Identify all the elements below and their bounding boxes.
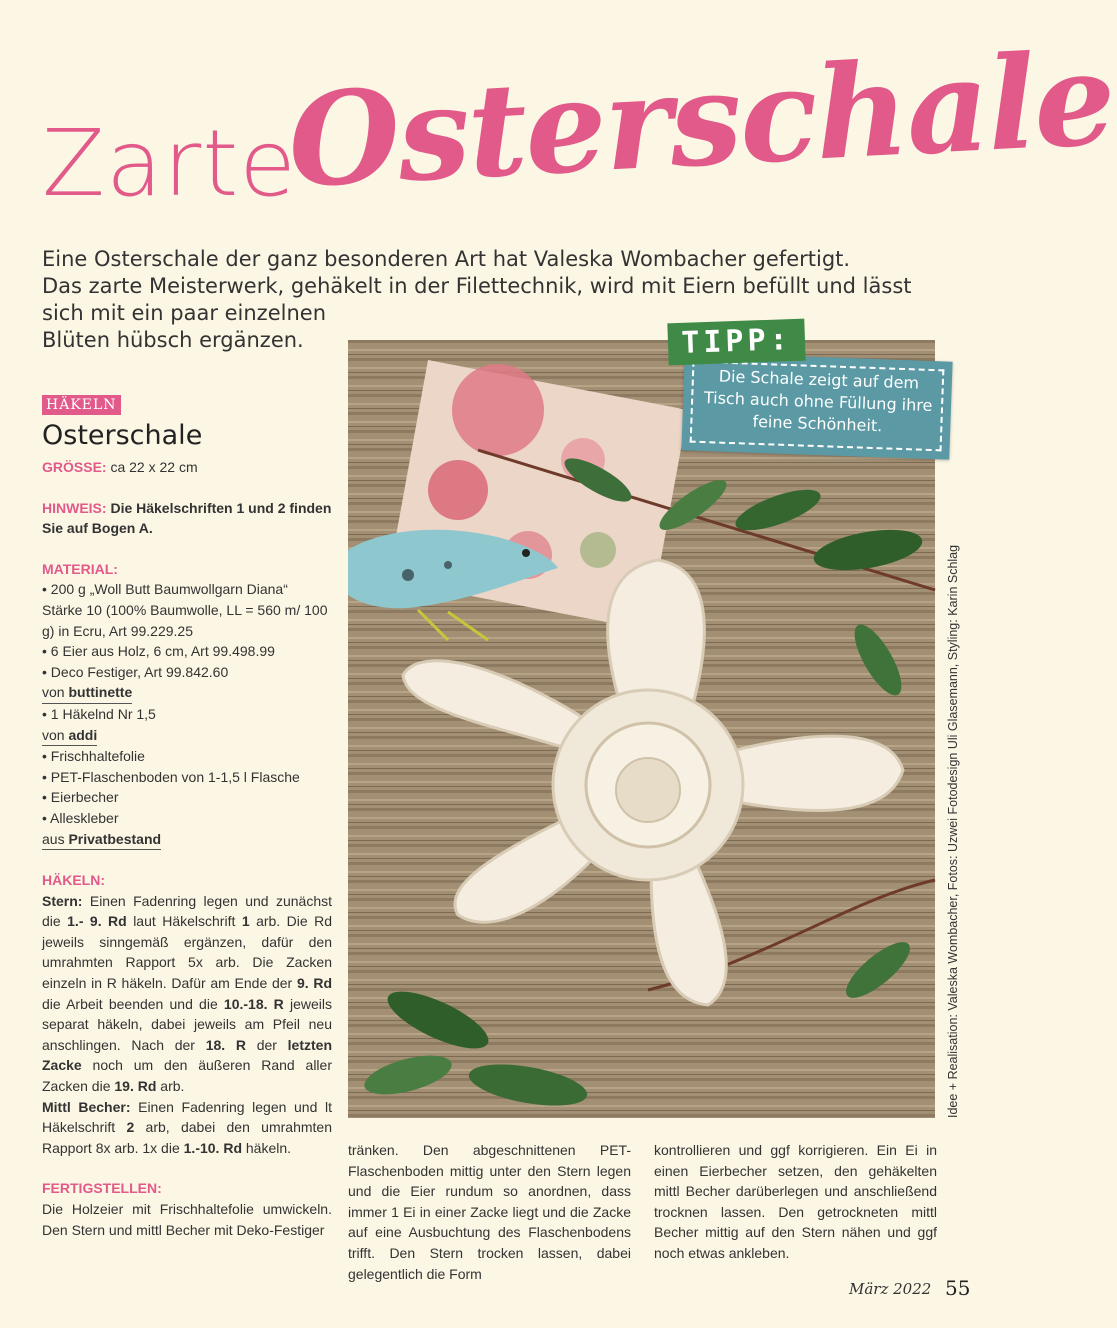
finishing-label: FERTIGSTELLEN: — [42, 1180, 162, 1197]
photo-credits: Idee + Realisation: Valeska Wombacher, Fotos: Uzwei Fotodesign Uli Glasemann, Styling: Karin Schlag — [946, 544, 960, 1118]
finishing-text-middle: tränken. Den abgeschnittenen PET-Flaschenboden mittig unter den Stern legen und die Eier rundum so anordnen, dass immer 1 Ei in einer Zacke liegt und die Zacke auf eine Ausbuchtung des Flaschenbodens trifft. Den Stern trocken lassen, dabei gelegentlich die Form — [348, 1142, 631, 1282]
photo-crochet-bowl — [348, 340, 935, 1118]
intro-line: Eine Osterschale der ganz besonderen Art hat Valeska Wombacher gefertigt. — [42, 247, 851, 271]
material-item: • Frischhaltefolie — [42, 748, 145, 765]
category-tag: HÄKELN — [42, 395, 121, 415]
intro-line: Blüten hübsch ergänzen. — [42, 328, 304, 352]
footer-month: März 2022 — [849, 1280, 932, 1298]
material-source: aus Privatbestand — [42, 829, 161, 851]
intro-line: sich mit ein paar einzelnen — [42, 301, 327, 325]
section-title: Osterschale — [42, 420, 203, 451]
size-value: ca 22 x 22 cm — [110, 459, 198, 475]
material-item: • PET-Flaschenboden von 1-1,5 l Flasche — [42, 768, 300, 785]
page-number: 55 — [945, 1276, 971, 1300]
material-item: • Alleskleber — [42, 809, 119, 826]
material-item: • 200 g „Woll Butt Baumwollgarn Diana“ Stärke 10 (100% Baumwolle, LL = 560 m/ 100 g) in Ecru, Art 99.229.25 — [42, 581, 328, 639]
material-item: • Eierbecher — [42, 789, 119, 806]
crochet-label: HÄKELN: — [42, 872, 105, 889]
tipp-text: Die Schale zeigt auf dem Tisch auch ohne Füllung ihre feine Schönheit. — [703, 366, 933, 436]
size-label: GRÖSSE: — [42, 459, 107, 475]
tipp-label: TIPP: — [667, 319, 805, 366]
material-item: • 1 Häkelnd Nr 1,5 — [42, 705, 156, 722]
title-script: Osterschale — [284, 23, 1117, 217]
instructions-column — [42, 394, 332, 1240]
hint-label: HINWEIS: — [42, 499, 107, 516]
material-label: MATERIAL: — [42, 560, 118, 577]
hint-block — [42, 498, 332, 539]
finishing-text-right: kontrollieren und ggf korrigieren. Ein Ei in einen Eierbecher setzen, den gehäkelten mittl Becher darüberlegen und anschließend trocknen lassen. Den getrockneten mittl Becher mittig auf den Stern nähen und ggf noch etwas ankleben. — [654, 1142, 937, 1261]
cup-instructions: Mittl Becher: Einen Fadenring legen und lt Häkelschrift 2 arb, dabei den umrahmten Rapport 8x arb. 1x die 1.-10. Rd häkeln. — [42, 1098, 332, 1156]
finishing-text-left: Die Holzeier mit Frischhaltefolie umwickeln. Den Stern und mittl Becher mit Deko-Festiger — [42, 1201, 332, 1238]
size-line — [42, 457, 332, 478]
material-item: • Deco Festiger, Art 99.842.60 — [42, 663, 229, 680]
material-source: von addi — [42, 725, 97, 747]
material-source: von buttinette — [42, 682, 132, 704]
title-light: Zarte — [42, 110, 297, 217]
star-instructions: Stern: Einen Fadenring legen und zunächst die 1.- 9. Rd laut Häkelschrift 1 arb. Die Rd jeweils sinngemäß ergänzen, dafür den umrahmten Rapport 5x arb. Die Zacken einzeln in R häkeln. Dafür am Ende der 9. Rd die Arbeit beenden und die 10.-18. R jeweils separat häkeln, dabei jeweils am Pfeil neu anschlingen. Nach der 18. R der letzten Zacke noch um den äußeren Rand aller Zacken die 19. Rd arb. — [42, 892, 333, 1095]
photo-illustration — [348, 340, 935, 1118]
material-item: • 6 Eier aus Holz, 6 cm, Art 99.498.99 — [42, 643, 275, 660]
hint-text: Die Häkelschriften 1 und 2 finden Sie auf Bogen A. — [42, 499, 332, 537]
tipp-box — [681, 352, 952, 459]
intro-line: Das zarte Meisterwerk, gehäkelt in der Filettechnik, wird mit Eiern befüllt und lässt — [42, 274, 912, 298]
